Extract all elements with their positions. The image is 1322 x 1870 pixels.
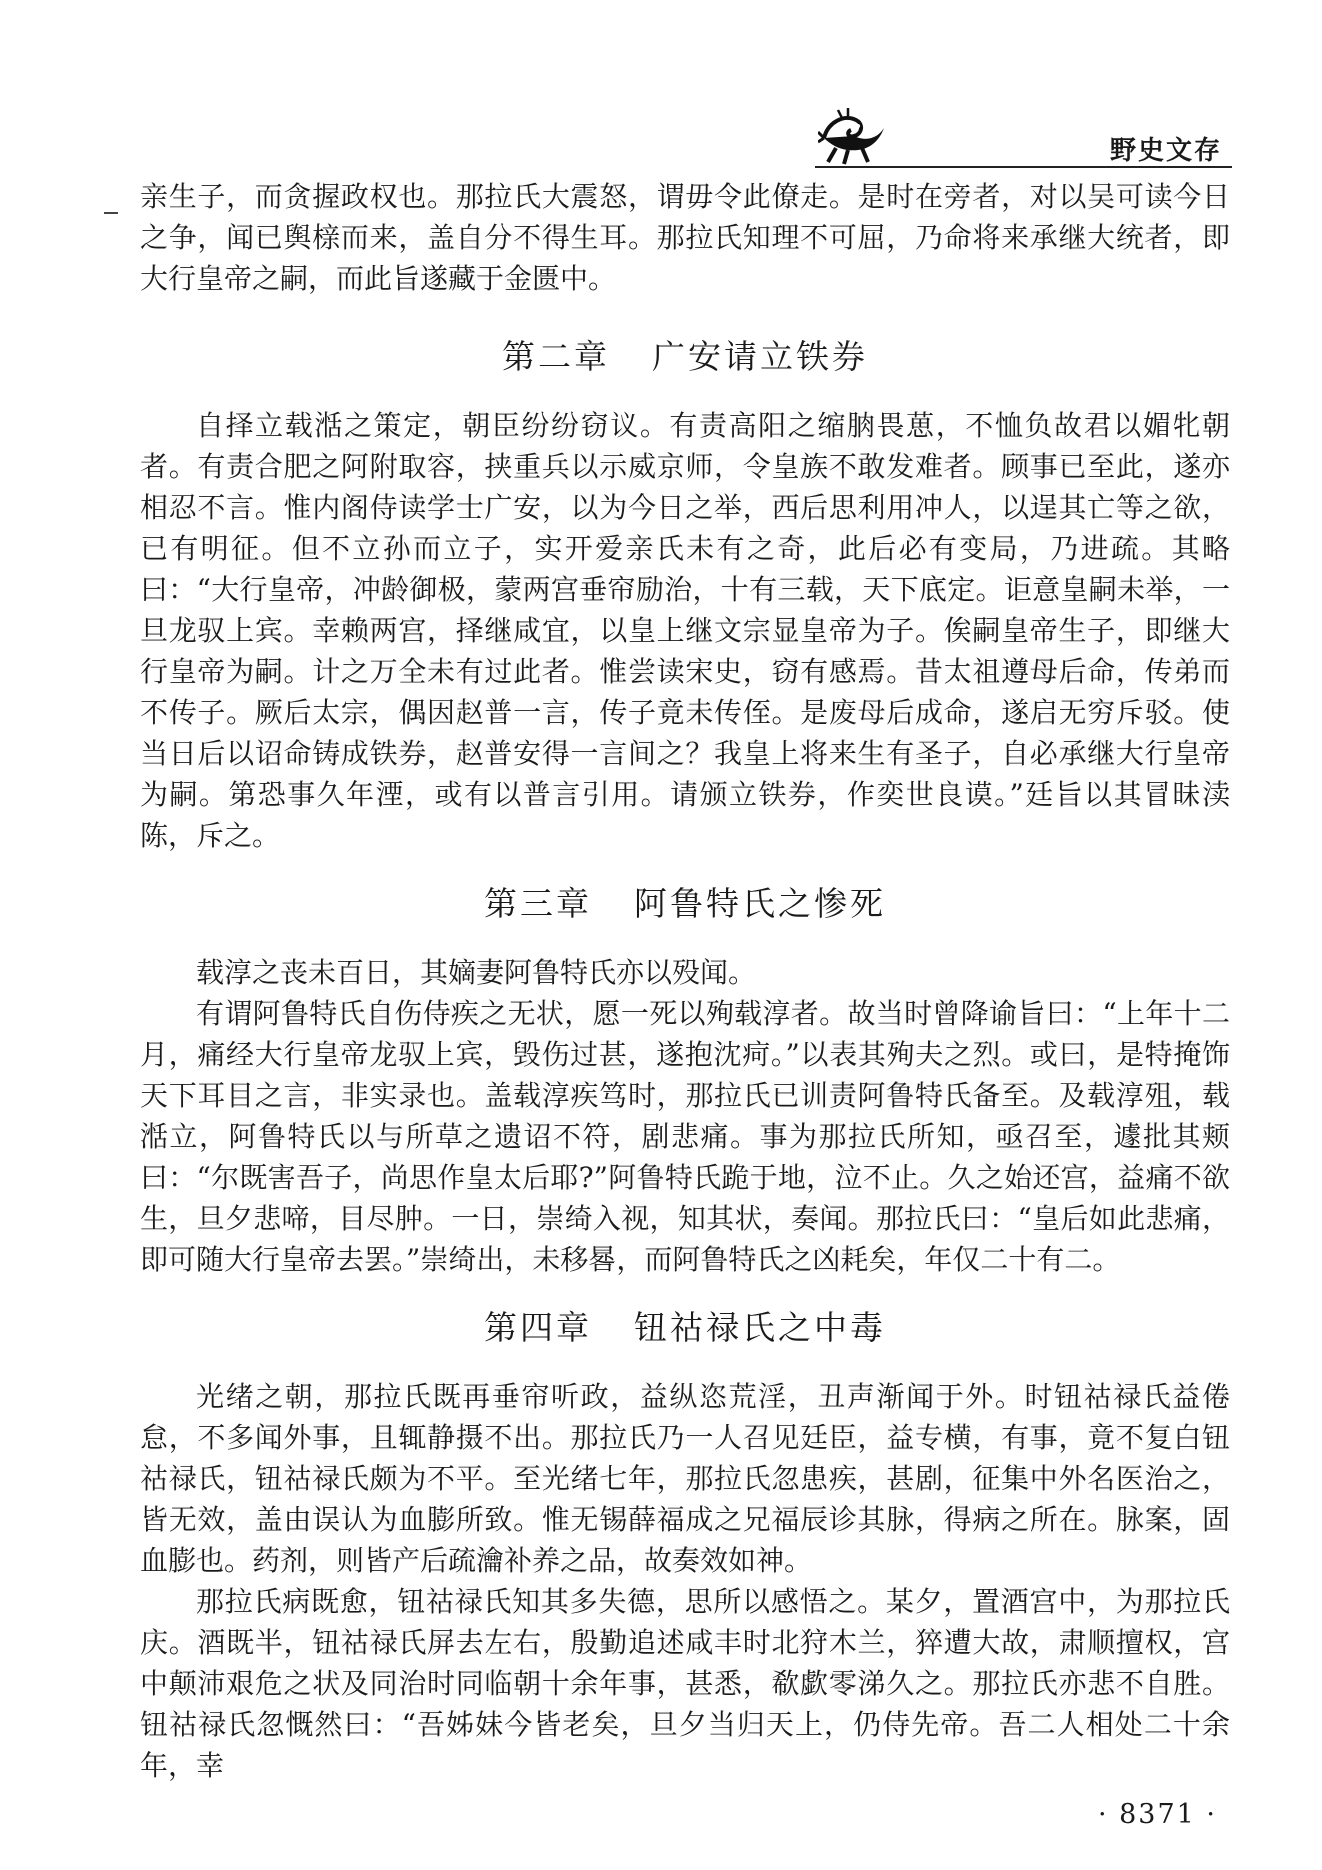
header-title: 野史文存 <box>1109 136 1222 166</box>
chapter-heading-4 <box>140 1300 1230 1356</box>
page-number: · 8371 · <box>1097 1799 1217 1830</box>
margin-mark <box>104 212 118 214</box>
dragon-icon <box>818 108 890 166</box>
header-rule <box>815 166 1232 168</box>
chapter-heading-3 <box>140 876 1230 932</box>
page-body <box>140 176 1230 1786</box>
chapter-number: 第三章 <box>484 884 592 923</box>
intro-paragraph: 亲生子，而贪握政权也。那拉氏大震怒，谓毋令此僚走。是时在旁者，对以吴可读今日之争，闻已舆榇而来，盖自分不得生耳。那拉氏知理不可屈，乃命将来承继大统者，即大行皇帝之嗣，而此旨遂藏于金匮中。 <box>140 180 1230 295</box>
chapter-title: 钮祜禄氏之中毒 <box>634 1308 886 1347</box>
paragraph: 光绪之朝，那拉氏既再垂帘听政，益纵恣荒淫，丑声渐闻于外。时钮祜禄氏益倦怠，不多闻外事，且辄静摄不出。那拉氏乃一人召见廷臣，益专横，有事，竟不复白钮祜禄氏，钮祜禄氏颇为不平。至光绪七年，那拉氏忽患疾，甚剧，征集中外名医治之，皆无效，盖由误认为血膨所致。惟无锡薛福成之兄福辰诊其脉，得病之所在。脉案，固血膨也。药剂，则皆产后疏瀹补养之品，故奏效如神。 <box>140 1380 1230 1577</box>
paragraph: 有谓阿鲁特氏自伤侍疾之无状，愿一死以殉载淳者。故当时曾降谕旨曰：“上年十二月，痛经大行皇帝龙驭上宾，毁伤过甚，遂抱沈疴。”以表其殉夫之烈。或曰，是特掩饰天下耳目之言，非实录也。盖载淳疾笃时，那拉氏已训责阿鲁特氏备至。及载淳殂，载湉立，阿鲁特氏以与所草之遗诏不符，剧悲痛。事为那拉氏所知，亟召至，遽批其颊曰：“尔既害吾子，尚思作皇太后耶?”阿鲁特氏跪于地，泣不止。久之始还宫，益痛不欲生，旦夕悲啼，目尽肿。一日，崇绮入视，知其状，奏闻。那拉氏曰：“皇后如此悲痛，即可随大行皇帝去罢。”崇绮出，未移晷，而阿鲁特氏之凶耗矣，年仅二十有二。 <box>140 997 1230 1276</box>
page-header <box>0 0 1322 175</box>
chapter-title: 阿鲁特氏之惨死 <box>634 884 886 923</box>
chapter-number: 第四章 <box>484 1308 592 1347</box>
paragraph: 那拉氏病既愈，钮祜禄氏知其多失德，思所以感悟之。某夕，置酒宫中，为那拉氏庆。酒既半，钮祜禄氏屏去左右，殷勤追述咸丰时北狩木兰，猝遭大故，肃顺擅权，宫中颠沛艰危之状及同治时同临朝十余年事，甚悉，欷歔零涕久之。那拉氏亦悲不自胜。钮祜禄氏忽慨然曰：“吾姊妹今皆老矣，旦夕当归天上，仍侍先帝。吾二人相处二十余年，幸 <box>140 1585 1230 1782</box>
paragraph: 自择立载湉之策定，朝臣纷纷窃议。有责高阳之缩朒畏葸，不恤负故君以媚牝朝者。有责合肥之阿附取容，挟重兵以示威京师，令皇族不敢发难者。顾事已至此，遂亦相忍不言。惟内阁侍读学士广安，以为今日之举，西后思利用冲人，以逞其亡等之欲，已有明征。但不立孙而立子，实开爱亲氏未有之奇，此后必有变局，乃进疏。其略曰：“大行皇帝，冲龄御极，蒙两宫垂帘励治，十有三载，天下底定。讵意皇嗣未举，一旦龙驭上宾。幸赖两宫，择继咸宜，以皇上继文宗显皇帝为子。俟嗣皇帝生子，即继大行皇帝为嗣。计之万全未有过此者。惟尝读宋史，窃有感焉。昔太祖遵母后命，传弟而不传子。厥后太宗，偶因赵普一言，传子竟未传侄。是废母后成命，遂启无穷斥驳。使当日后以诏命铸成铁券，赵普安得一言间之？我皇上将来生有圣子，自必承继大行皇帝为嗣。第恐事久年湮，或有以普言引用。请颁立铁券，作奕世良谟。”廷旨以其冒昧渎陈，斥之。 <box>140 409 1230 852</box>
chapter-number: 第二章 <box>502 337 610 376</box>
chapter-title: 广安请立铁券 <box>652 337 868 376</box>
paragraph: 载淳之丧未百日，其嫡妻阿鲁特氏亦以殁闻。 <box>196 956 757 989</box>
chapter-heading-2 <box>140 329 1230 385</box>
